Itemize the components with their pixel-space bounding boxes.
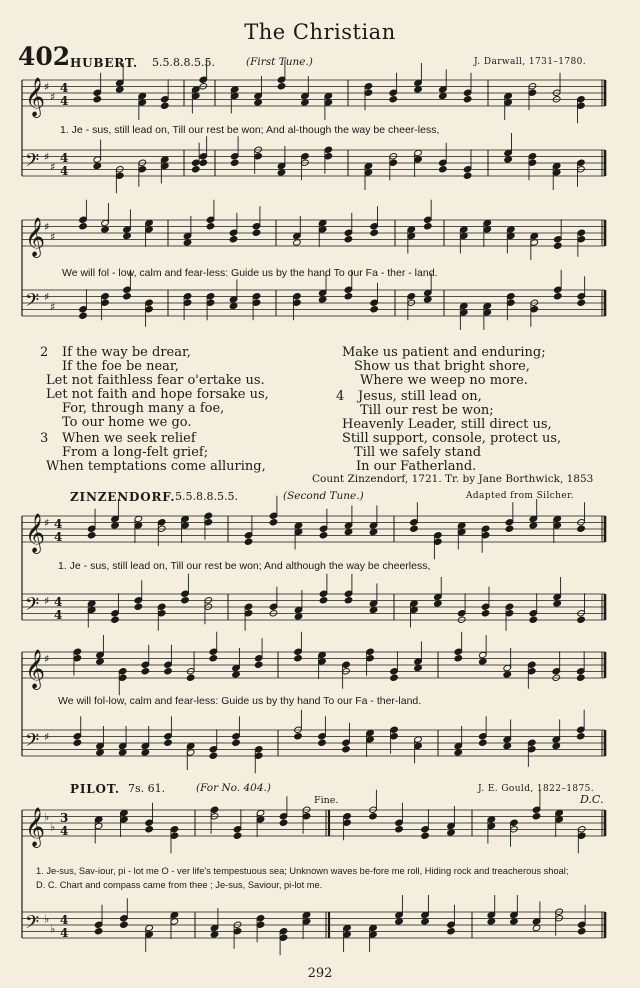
- time-signature-top: 4: [60, 913, 69, 927]
- notehead: [232, 671, 241, 678]
- flat-icon: ♭: [44, 912, 50, 926]
- flat-icon: ♭: [50, 820, 56, 834]
- notehead: [395, 918, 404, 925]
- notehead: [293, 239, 302, 246]
- notehead: [254, 661, 263, 668]
- time-signature-top: 4: [54, 517, 63, 531]
- tune2-composer: Adapted from Silcher.: [466, 491, 575, 501]
- sharp-icon: ♯: [50, 230, 56, 244]
- stanza-number: 4: [336, 389, 345, 404]
- notehead: [529, 616, 538, 623]
- notehead: [369, 606, 378, 613]
- notehead: [447, 829, 456, 836]
- section-title: The Christian: [244, 20, 396, 44]
- stanza-line: Let not faithless fear o'ertake us.: [46, 373, 265, 388]
- notehead: [269, 519, 278, 526]
- notehead: [254, 99, 263, 106]
- tune1-note: (First Tune.): [246, 56, 313, 68]
- notehead: [93, 96, 102, 103]
- stanza-line: Show us that bright shore,: [354, 359, 530, 374]
- notehead: [73, 739, 82, 746]
- notehead: [141, 749, 150, 756]
- treble-clef-icon: 𝄞: [25, 649, 46, 689]
- stanza-line: Still support, console, protect us,: [342, 431, 562, 446]
- notehead: [123, 232, 132, 239]
- notehead: [577, 525, 586, 532]
- tune2-name: ZINZENDORF.: [70, 490, 176, 504]
- notehead: [183, 239, 192, 246]
- stanza-line: If the foe be near,: [62, 359, 179, 374]
- notehead: [414, 664, 423, 671]
- stanza-line: Heavenly Leader, still direct us,: [342, 417, 552, 432]
- sharp-icon: ♯: [44, 220, 50, 234]
- notehead: [230, 159, 239, 166]
- notehead: [233, 832, 242, 839]
- notehead: [186, 674, 195, 681]
- notehead: [94, 928, 103, 935]
- notehead: [206, 223, 215, 230]
- notehead: [252, 229, 261, 236]
- notehead: [164, 739, 173, 746]
- next-hymn-lyrics-line2: D. C. Chart and compass came from thee ; Je-sus, Saviour, pi-lot me.: [36, 880, 323, 890]
- notehead: [209, 655, 218, 662]
- treble-clef-icon: 𝄞: [25, 217, 46, 257]
- notehead: [301, 99, 310, 106]
- time-signature-top: 4: [54, 595, 63, 609]
- tune2-lyrics-line2: We will fol-low, calm and fear-less: Guide us by thy hand To our Fa - ther-land.: [58, 695, 422, 707]
- notehead: [344, 528, 353, 535]
- notehead: [229, 236, 238, 243]
- notehead: [370, 306, 379, 313]
- notehead: [439, 166, 448, 173]
- notehead: [145, 826, 154, 833]
- notehead: [229, 302, 238, 309]
- next-hymn-meter: 7s. 61.: [128, 782, 166, 795]
- tune2-note: (Second Tune.): [283, 490, 364, 502]
- tune2-meter: 5.5.8.8.5.5.: [175, 490, 238, 503]
- notehead: [395, 826, 404, 833]
- stanza-number: 3: [40, 431, 49, 446]
- notehead: [532, 924, 541, 931]
- notehead: [79, 312, 88, 319]
- fine-mark: Fine.: [314, 795, 339, 806]
- next-hymn-note: (For No. 404.): [196, 782, 271, 794]
- dc-mark: D.C.: [580, 793, 604, 806]
- notehead: [342, 746, 351, 753]
- notehead: [423, 223, 432, 230]
- notehead: [553, 600, 562, 607]
- time-signature-top: 3: [60, 811, 69, 825]
- stanza-line: Make us patient and enduring;: [342, 345, 546, 360]
- next-hymn-lyrics-line1: 1. Je-sus, Sav-iour, pi - lot me O - ver life's tempestuous sea; Unknown waves be-fore me roll, Hiding rock and treacherous shoal;: [36, 866, 569, 876]
- sharp-icon: ♯: [44, 594, 50, 608]
- notehead: [318, 296, 327, 303]
- notehead: [101, 226, 110, 233]
- sharp-icon: ♯: [50, 160, 56, 174]
- notehead: [505, 525, 514, 532]
- notehead: [160, 102, 169, 109]
- bass-clef-icon: 𝄢: [25, 150, 40, 176]
- time-signature-top: 4: [60, 81, 69, 95]
- notehead: [369, 528, 378, 535]
- notehead: [576, 733, 585, 740]
- stanza-line: Till our rest be won;: [360, 403, 494, 418]
- notehead: [576, 674, 585, 681]
- notehead: [421, 918, 430, 925]
- stanza-line: In our Fatherland.: [356, 459, 477, 474]
- notehead: [115, 86, 124, 93]
- notehead: [87, 532, 96, 539]
- notehead: [344, 597, 353, 604]
- notehead: [503, 671, 512, 678]
- notehead: [319, 532, 328, 539]
- notehead: [478, 739, 487, 746]
- notehead: [123, 293, 132, 300]
- page-number: 292: [307, 966, 333, 981]
- notehead: [478, 658, 487, 665]
- notehead: [370, 229, 379, 236]
- time-signature-bottom: 4: [60, 926, 69, 940]
- stanza-line: When temptations come alluring,: [46, 459, 266, 474]
- notehead: [344, 293, 353, 300]
- stanza-line: From a long-felt grief;: [62, 445, 209, 460]
- tune2-lyrics-line1: 1. Je - sus, still lead on, Till our rest be won; And although the way be cheerless,: [58, 560, 431, 572]
- sharp-icon: ♯: [50, 300, 56, 314]
- notehead: [577, 928, 586, 935]
- notehead: [210, 931, 219, 938]
- hymn-number: 402: [18, 42, 71, 71]
- notehead: [577, 299, 586, 306]
- stanza-line: Where we weep no more.: [360, 373, 528, 388]
- stanza-line: Till we safely stand: [354, 445, 482, 460]
- notehead: [577, 616, 586, 623]
- notehead: [369, 813, 378, 820]
- notehead: [434, 600, 443, 607]
- treble-clef-icon: 𝄞: [25, 807, 46, 847]
- bass-clef-icon: 𝄢: [25, 730, 40, 756]
- sharp-icon: ♯: [44, 150, 50, 164]
- notehead: [118, 749, 127, 756]
- notehead: [93, 162, 102, 169]
- sharp-icon: ♯: [44, 652, 50, 666]
- notehead: [414, 86, 423, 93]
- notehead: [111, 522, 120, 529]
- time-signature-bottom: 4: [54, 530, 63, 544]
- treble-clef-icon: 𝄞: [25, 513, 46, 553]
- stanza-line: For, through many a foe,: [62, 401, 225, 416]
- tune1-composer: J. Darwall, 1731–1780.: [474, 57, 587, 67]
- next-hymn-name: PILOT.: [70, 782, 120, 796]
- time-signature-bottom: 4: [60, 824, 69, 838]
- notehead: [510, 918, 519, 925]
- tune1-lyrics-line2: We will fol - low, calm and fear-less: Guide us by the hand To our Fa - ther - land.: [62, 267, 438, 279]
- notehead: [141, 668, 150, 675]
- notehead: [421, 832, 430, 839]
- notehead: [439, 92, 448, 99]
- stanza-number: 2: [40, 345, 49, 360]
- treble-clef-icon: 𝄞: [25, 77, 46, 117]
- notehead: [279, 819, 288, 826]
- stanza-line: If the way be drear,: [62, 345, 191, 360]
- text-credit: Count Zinzendorf, 1721. Tr. by Jane Borthwick, 1853: [312, 473, 594, 485]
- notehead: [553, 242, 562, 249]
- time-signature-bottom: 4: [60, 94, 69, 108]
- sharp-icon: ♯: [44, 516, 50, 530]
- notehead: [164, 668, 173, 675]
- sharp-icon: ♯: [44, 80, 50, 94]
- notehead: [277, 83, 286, 90]
- notehead: [96, 658, 105, 665]
- notehead: [553, 293, 562, 300]
- notehead: [79, 223, 88, 230]
- notehead: [463, 96, 472, 103]
- notehead: [294, 655, 303, 662]
- sharp-icon: ♯: [50, 90, 56, 104]
- stanza-line: To our home we go.: [62, 415, 192, 430]
- notehead: [199, 159, 208, 166]
- notehead: [423, 296, 432, 303]
- notehead: [318, 739, 327, 746]
- notehead: [120, 921, 129, 928]
- notehead: [503, 742, 512, 749]
- stanza-line: Let not faith and hope forsake us,: [46, 387, 269, 402]
- notehead: [389, 96, 398, 103]
- notehead: [181, 597, 190, 604]
- notehead: [277, 169, 286, 176]
- notehead: [481, 610, 490, 617]
- bass-clef-icon: 𝄢: [25, 290, 40, 316]
- notehead: [504, 156, 513, 163]
- tune1-name: HUBERT.: [70, 56, 139, 70]
- notehead: [529, 522, 538, 529]
- notehead: [96, 749, 105, 756]
- flat-icon: ♭: [50, 922, 56, 936]
- notehead: [244, 538, 253, 545]
- notehead: [410, 525, 419, 532]
- notehead: [552, 742, 561, 749]
- notehead: [532, 813, 541, 820]
- notehead: [454, 655, 463, 662]
- sharp-icon: ♯: [44, 290, 50, 304]
- notehead: [191, 166, 200, 173]
- next-hymn-composer: J. E. Gould, 1822–1875.: [478, 784, 595, 794]
- stanza-line: Jesus, still lead on,: [358, 389, 482, 404]
- bass-clef-icon: 𝄢: [25, 912, 40, 938]
- time-signature-bottom: 4: [54, 608, 63, 622]
- notehead: [319, 597, 328, 604]
- time-signature-bottom: 4: [60, 164, 69, 178]
- notehead: [134, 603, 143, 610]
- notehead: [463, 172, 472, 179]
- bass-clef-icon: 𝄢: [25, 594, 40, 620]
- stanza-line: When we seek relief: [62, 431, 196, 446]
- notehead: [447, 928, 456, 935]
- sharp-icon: ♯: [44, 730, 50, 744]
- notehead: [111, 616, 120, 623]
- notehead: [294, 613, 303, 620]
- notehead: [294, 733, 303, 740]
- tune1-lyrics-line1: 1. Je - sus, still lead on, Till our rest be won; And al-though the way be cheer-less,: [60, 124, 440, 136]
- tune1-meter: 5.5.8.8.5.5.: [152, 56, 215, 69]
- time-signature-top: 4: [60, 151, 69, 165]
- notehead: [232, 739, 241, 746]
- notehead: [487, 918, 496, 925]
- notehead: [209, 752, 218, 759]
- flat-icon: ♭: [44, 810, 50, 824]
- notehead: [344, 236, 353, 243]
- notehead: [390, 674, 399, 681]
- notehead: [454, 749, 463, 756]
